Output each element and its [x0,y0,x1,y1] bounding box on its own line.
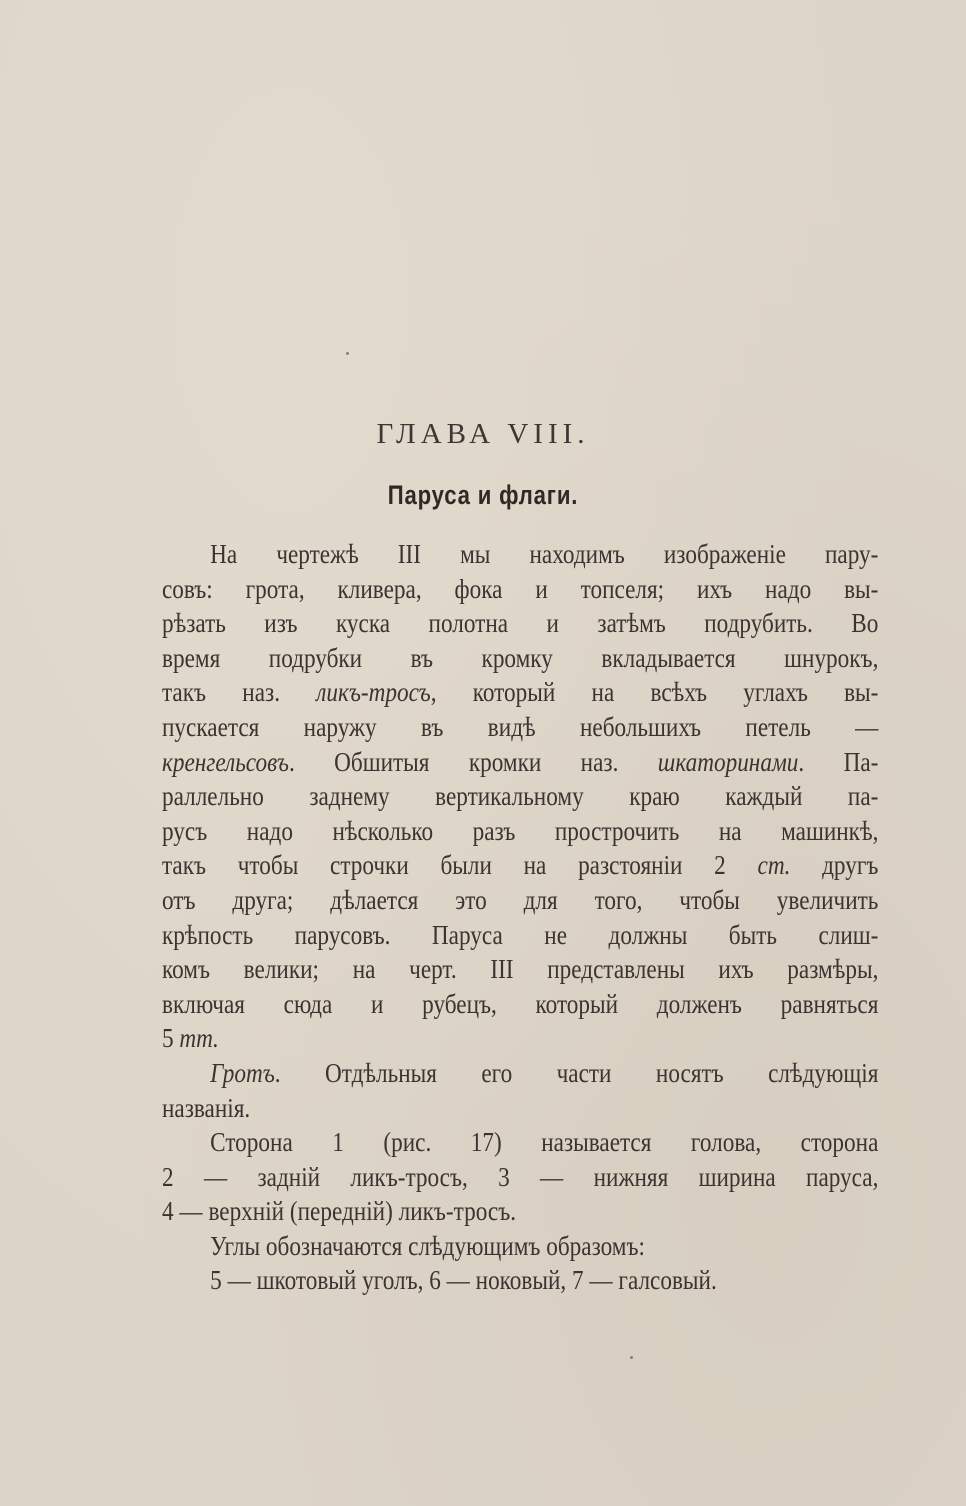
italic-term: cm. [757,850,791,881]
chapter-heading: ГЛАВА VIII. [376,418,590,450]
text-line [162,745,878,780]
text-line [162,918,878,953]
italic-term: mm. [179,1023,219,1054]
text-run: , который на всѣхъ углахъ вы- [430,677,879,708]
text-line [162,572,878,607]
italic-term: ликъ-тросъ [316,677,431,708]
chapter-title: Паруса и флаги. [387,480,579,510]
text-line [162,952,878,987]
paragraph [162,1056,878,1125]
text-run: отъ друга; дѣлается это для того, чтобы увеличить [162,884,879,915]
text-run: Углы обозначаются слѣдующимъ образомъ: [210,1230,645,1261]
text-line [162,779,878,814]
text-run: комъ велики; на черт. III представлены ихъ размѣры, [162,954,879,985]
paragraph [162,1125,878,1229]
text-line [162,1263,878,1298]
text-run: такъ наз. [162,677,317,708]
text-line [162,675,878,710]
text-run: включая сюда и рубецъ, который долженъ равняться [162,988,879,1019]
text-run: другъ [790,850,879,881]
text-line [162,1056,878,1091]
text-line [162,1091,878,1126]
text-line [162,1229,878,1264]
text-line [162,641,878,676]
paragraph [162,1263,878,1298]
paper-speck [630,1356,633,1359]
text-run: совъ: грота, кливера, фока и топселя; ихъ надо вы- [162,573,879,604]
text-line [162,883,878,918]
text-run: Сторона 1 (рис. 17) называется голова, сторона [210,1127,879,1158]
text-run: рѣзать изъ куска полотна и затѣмъ подрубить. Во [162,608,879,639]
text-run: . Па- [798,746,879,777]
italic-term: шкаторинами [657,746,799,777]
text-run: пускается наружу въ видѣ небольшихъ петель — [162,711,879,742]
text-line [162,987,878,1022]
text-run: названiя. [162,1092,251,1123]
text-run: . Обшитыя кромки наз. [288,746,658,777]
text-line [162,537,878,572]
italic-term: кренгельсовъ [162,746,289,777]
text-run: 4 — верхнiй (переднiй) ликъ-тросъ. [162,1196,517,1227]
text-run: На чертежѣ III мы находимъ изображенiе пару- [210,539,879,569]
paragraph [162,537,878,1056]
text-run: крѣпость парусовъ. Паруса не должны быть слиш- [162,919,879,950]
text-run: такъ чтобы строчки были на разстоянiи 2 [162,850,758,881]
text-line [162,848,878,883]
text-line [162,814,878,849]
body-text [162,537,878,1298]
paragraph [162,1229,878,1264]
text-line [162,1021,878,1056]
text-run: . Отдѣльныя его части носятъ слѣдующiя [274,1057,879,1088]
italic-term: Гротъ [210,1057,275,1088]
text-run: 5 — шкотовый уголъ, 6 — ноковый, 7 — галсовый. [210,1265,717,1296]
text-run: 5 [162,1023,180,1054]
text-line [162,1194,878,1229]
text-run: время подрубки въ кромку вкладывается шнурокъ, [162,642,879,673]
text-line [162,1160,878,1195]
text-line [162,710,878,745]
text-line [162,1125,878,1160]
text-line [162,606,878,641]
paper-speck [346,352,349,355]
text-run: 2 — заднiй ликъ-тросъ, 3 — нижняя ширина паруса, [162,1161,879,1192]
text-run: раллельно заднему вертикальному краю каждый па- [162,781,879,812]
text-run: русъ надо нѣсколько разъ прострочить на машинкѣ, [162,815,879,846]
